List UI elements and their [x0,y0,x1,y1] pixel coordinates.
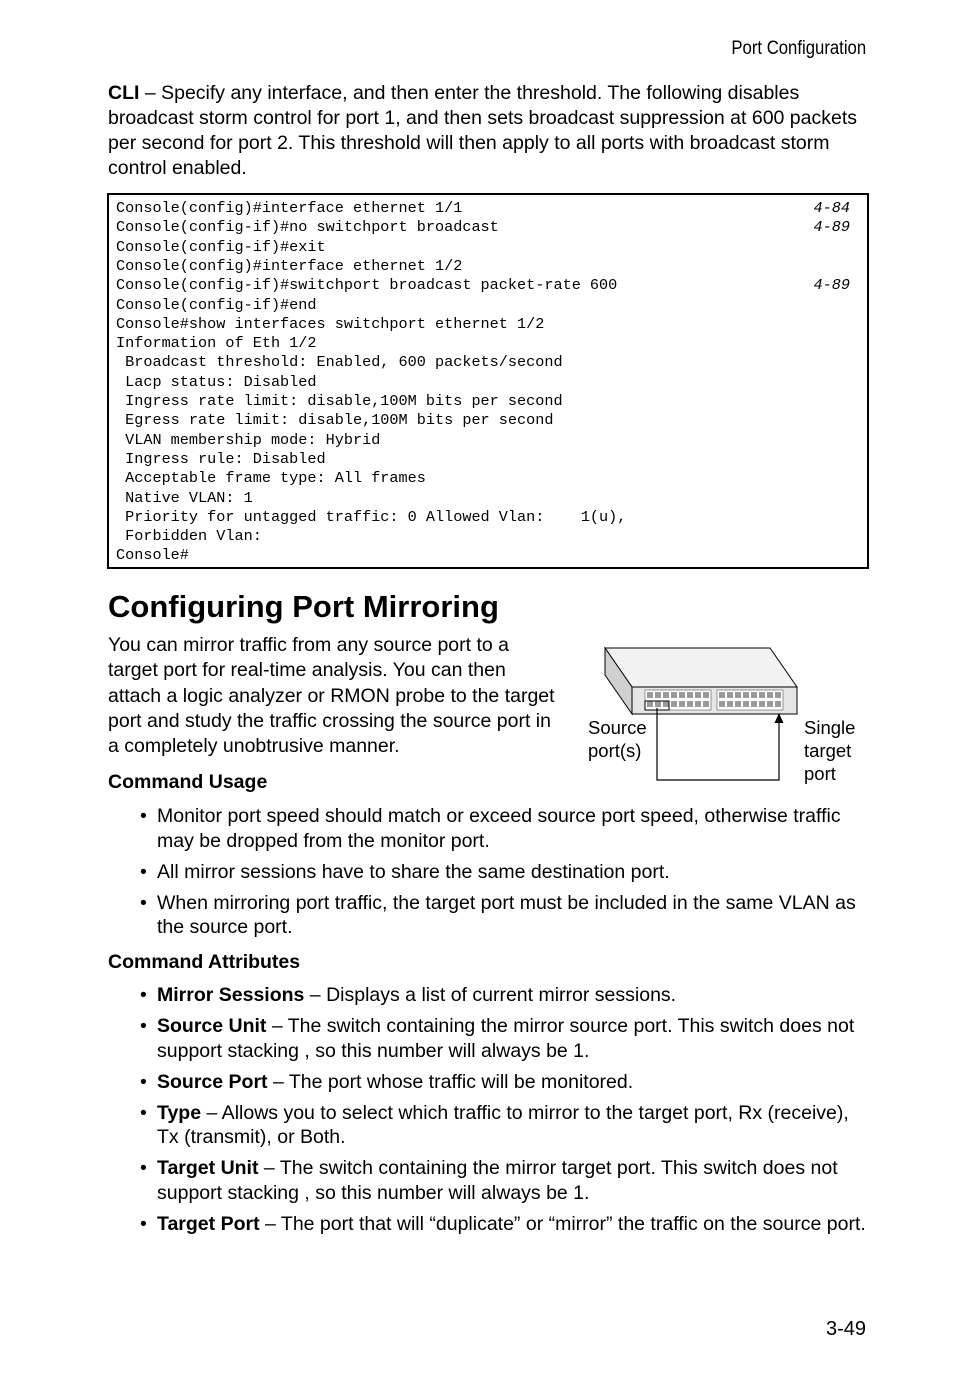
attribute-term: Source Unit [157,1015,267,1037]
code-line: Console(config-if)#exit [116,237,326,256]
attribute-term: Source Port [157,1070,268,1093]
code-line: Ingress rule: Disabled [116,449,326,468]
attribute-desc: – The port that will “duplicate” or “mirror” the traffic on the source port. [259,1212,866,1235]
list-item: • Mirror Sessions – Displays a list of current mirror sessions. [140,984,677,1006]
code-line: Forbidden Vlan: [116,527,262,546]
list-item: • Target Port – The port that will “duplicate” or “mirror” the traffic on the source port. [140,1212,866,1235]
cli-intro-paragraph [108,81,870,181]
running-header: Port Configuration [731,38,866,59]
list-item: • Source Port – The port whose traffic will be monitored. [140,1070,634,1093]
code-line: Lacp status: Disabled [116,372,317,391]
code-line: Egress rate limit: disable,100M bits per second [116,411,554,430]
code-page-ref: 4-89 [813,276,850,295]
code-line: Information of Eth 1/2 [116,334,317,353]
code-line: Acceptable frame type: All frames [116,469,426,488]
list-item: • Type – Allows you to select which traffic to mirror to the target port, Rx (receive), Tx (transmit), or Both. [140,1101,849,1148]
code-line: Broadcast threshold: Enabled, 600 packets/second [116,353,563,372]
code-line: Ingress rate limit: disable,100M bits per second [116,392,563,410]
command-attributes-list [108,983,870,1243]
target-port-label: Single [804,717,856,738]
code-line: Console(config-if)#no switchport broadcast [116,218,499,237]
code-line: Console(config-if)#switchport broadcast packet-rate 600 [116,276,618,295]
code-line: Console(config)#interface ethernet 1/1 [116,199,463,217]
target-port-label: target [804,740,852,761]
list-item: • All mirror sessions have to share the same destination port. [140,860,670,883]
attribute-desc: – The switch containing the mirror target port. This switch does not support stacking , so this number will always be 1. [157,1157,838,1204]
code-page-ref: 4-89 [813,218,850,237]
cli-code-block [107,193,869,569]
source-port-label: Source [588,717,647,738]
attribute-term: Target Port [157,1212,260,1235]
list-item: • Target Unit – The switch containing the mirror target port. This switch does not support stacking , so this number will always be 1. [140,1157,838,1204]
attribute-term: Target Unit [157,1157,259,1179]
attribute-desc: – The switch containing the mirror source port. This switch does not support stacking , so this number will always be 1. [157,1015,855,1062]
attribute-term: Mirror Sessions [157,984,305,1006]
attribute-desc: – Displays a list of current mirror sessions. [304,984,677,1006]
code-page-ref: 4-84 [813,199,850,217]
section-paragraph: You can mirror traffic from any source port to a target port for real-time analysis. You can then attach a logic analyzer or RMON probe to the target port and study the traffic crossing the source port in a completely unobtrusive manner. [108,634,555,758]
code-line: Native VLAN: 1 [116,488,253,507]
command-attributes-heading: Command Attributes [108,951,301,973]
code-line: Priority for untagged traffic: 0 Allowed Vlan: 1(u), [116,507,627,526]
attribute-desc: – Allows you to select which traffic to mirror to the target port, Rx (receive), Tx (transmit), or Both. [157,1101,849,1148]
attribute-term: Type [157,1101,202,1124]
code-line: Console#show interfaces switchport ethernet 1/2 [116,314,545,333]
code-line: Console(config-if)#end [116,295,317,314]
code-line: VLAN membership mode: Hybrid [116,430,381,449]
cli-intro-text: – Specify any interface, and then enter the threshold. The following disables broadcast storm control for port 1, and then sets broadcast suppression at 600 packets per second for port 2. This threshold will then apply to all ports with broadcast storm control enabled. [108,82,857,179]
list-item: • Source Unit – The switch containing the mirror source port. This switch does not support stacking , so this number will always be 1. [140,1015,855,1062]
port-mirroring-figure [585,645,855,790]
list-item: • Monitor port speed should match or exceed source port speed, otherwise traffic may be dropped from the monitor port. [140,805,841,852]
target-port-label: port [804,763,836,784]
source-port-label: port(s) [588,740,642,761]
attribute-desc: – The port whose traffic will be monitored. [267,1070,634,1093]
command-usage-list [108,804,870,946]
list-item: • When mirroring port traffic, the target port must be included in the same VLAN as the source port. [140,891,856,938]
code-line: Console(config)#interface ethernet 1/2 [116,256,463,275]
command-usage-heading: Command Usage [108,771,268,793]
page-number: 3-49 [825,1318,866,1340]
section-title: Configuring Port Mirroring [108,589,499,624]
cli-lead: CLI [108,82,140,104]
code-line: Console# [116,546,189,565]
